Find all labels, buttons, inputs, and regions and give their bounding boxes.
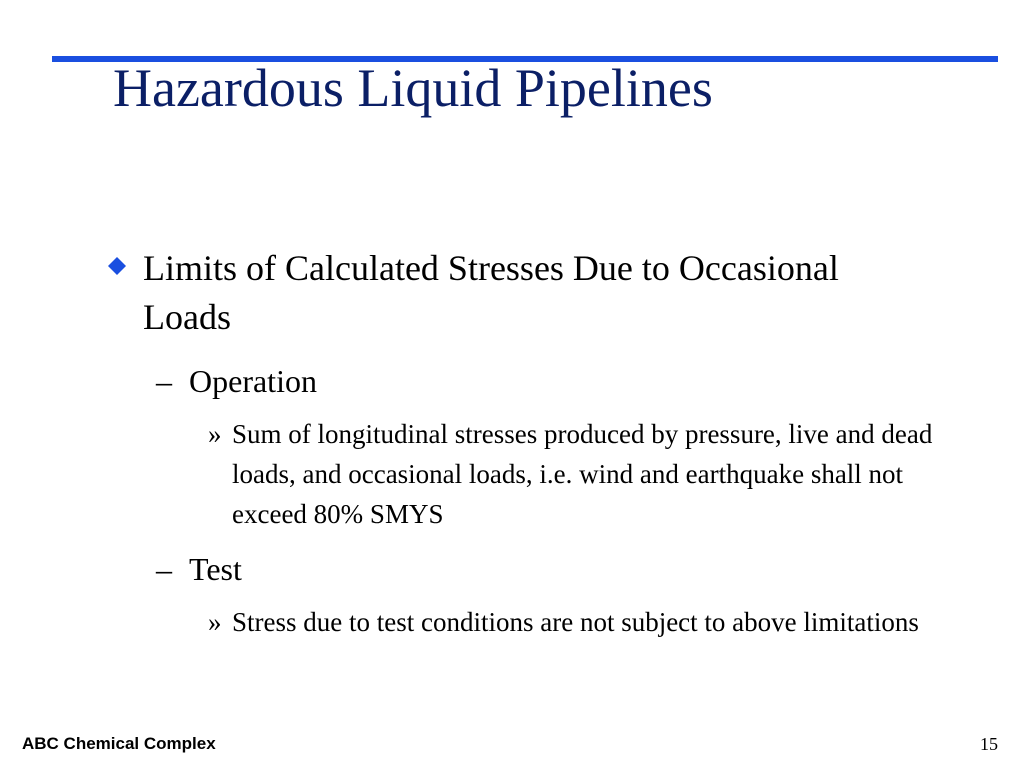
bullet-level-1 xyxy=(143,244,903,342)
detail-text: Sum of longitudinal stresses produced by pressure, live and dead loads, and occasional loads, i.e. wind and earthquake shall not exceed 80% SMYS xyxy=(232,419,933,529)
bullet-text: Limits of Calculated Stresses Due to Occasional Loads xyxy=(143,248,839,337)
raquo-marker: » xyxy=(208,419,222,449)
dash-marker: – xyxy=(156,363,172,399)
page-number: 15 xyxy=(980,734,998,754)
subpoint-operation xyxy=(156,362,317,400)
footer-organization: ABC Chemical Complex xyxy=(22,734,216,753)
slide-title: Hazardous Liquid Pipelines xyxy=(113,58,713,118)
diamond-icon xyxy=(108,257,126,275)
detail-test xyxy=(208,602,962,642)
detail-operation xyxy=(208,414,962,534)
detail-text: Stress due to test conditions are not subject to above limitations xyxy=(232,607,919,637)
dash-marker: – xyxy=(156,551,172,587)
subpoint-label: Test xyxy=(189,551,242,587)
subpoint-test xyxy=(156,550,242,588)
subpoint-label: Operation xyxy=(189,363,317,399)
raquo-marker: » xyxy=(208,607,222,637)
